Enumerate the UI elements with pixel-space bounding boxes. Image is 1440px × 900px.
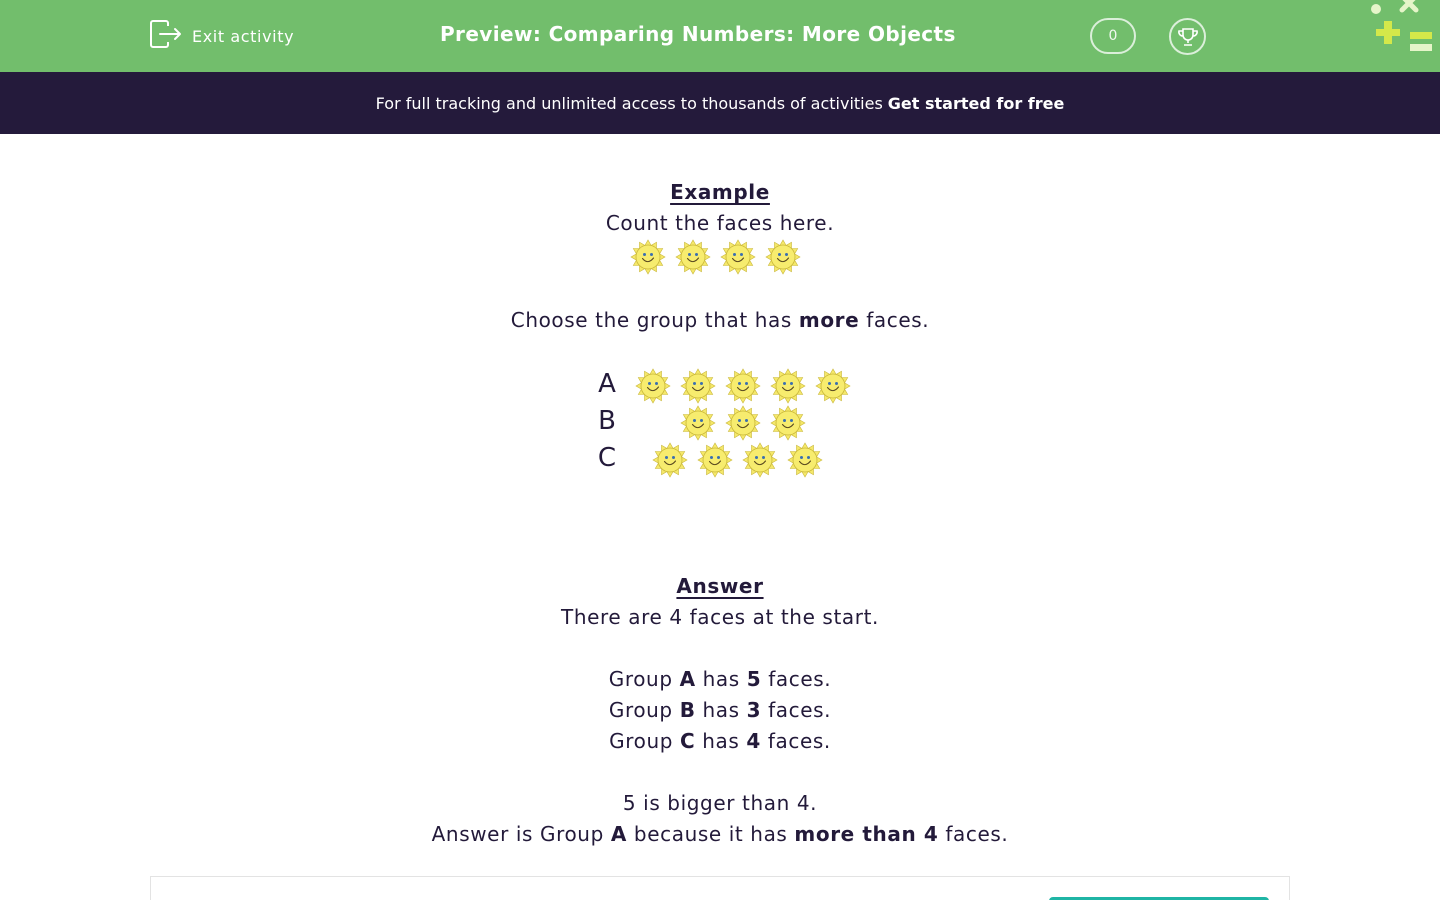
exit-activity-label: Exit activity	[192, 26, 295, 46]
page-title: Preview: Comparing Numbers: More Objects	[440, 22, 956, 46]
option-b-label: B	[598, 406, 616, 436]
sun-face-icon	[725, 368, 761, 404]
brand-logo-icon	[1364, 0, 1440, 60]
sun-face-icon	[652, 442, 688, 478]
answer-final: Answer is Group A because it has more than 4 faces.	[431, 822, 1009, 846]
example-heading: Example	[670, 180, 770, 204]
option-a-label: A	[598, 369, 616, 399]
sun-face-icon	[697, 442, 733, 478]
answer-heading: Answer	[676, 574, 764, 598]
start-faces-row	[630, 239, 810, 275]
sun-face-icon	[770, 368, 806, 404]
sun-face-icon	[787, 442, 823, 478]
score-badge: 0	[1090, 18, 1136, 54]
answer-compare: 5 is bigger than 4.	[622, 791, 818, 815]
trophy-button[interactable]	[1169, 18, 1206, 55]
get-started-link[interactable]: Get started for free	[887, 93, 1065, 113]
sun-face-icon	[720, 239, 756, 275]
banner-text: For full tracking and unlimited access to thousands of activities	[375, 93, 883, 113]
sun-face-icon	[725, 405, 761, 441]
sun-face-icon	[770, 405, 806, 441]
example-prompt: Count the faces here.	[605, 211, 835, 235]
sun-face-icon	[765, 239, 801, 275]
option-b-faces	[680, 405, 815, 441]
answer-line-1: There are 4 faces at the start.	[561, 605, 879, 629]
sun-face-icon	[680, 405, 716, 441]
sun-face-icon	[635, 368, 671, 404]
answer-group-a: Group A has 5 faces.	[608, 667, 832, 691]
question-text: Choose the group that has more faces.	[510, 308, 930, 332]
exit-door-icon	[150, 20, 182, 52]
sun-face-icon	[742, 442, 778, 478]
sun-face-icon	[675, 239, 711, 275]
sun-face-icon	[680, 368, 716, 404]
answer-group-c: Group C has 4 faces.	[609, 729, 831, 753]
option-c-faces	[652, 442, 832, 478]
trophy-icon	[1177, 26, 1199, 48]
sun-face-icon	[815, 368, 851, 404]
bottom-action-bar	[150, 876, 1290, 900]
option-a-faces	[635, 368, 860, 404]
answer-group-b: Group B has 3 faces.	[608, 698, 832, 722]
sun-face-icon	[630, 239, 666, 275]
top-bar	[0, 0, 1440, 72]
exit-activity-button[interactable]	[150, 20, 294, 52]
option-c-label: C	[597, 443, 617, 473]
upgrade-banner	[0, 72, 1440, 134]
